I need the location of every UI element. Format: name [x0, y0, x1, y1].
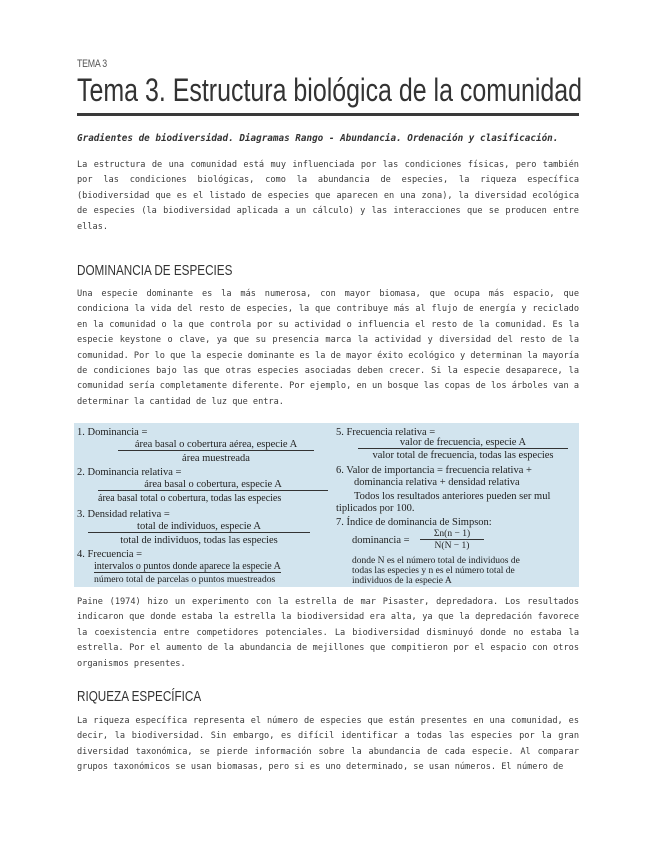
title-divider: [77, 113, 579, 116]
formula-1-name: 1. Dominancia =: [77, 427, 148, 438]
figure-note-line2: tiplicados por 100.: [336, 503, 415, 514]
formula-7-note1: donde N es el número total de individuos de: [352, 556, 520, 566]
formula-6-line1: 6. Valor de importancia = frecuencia relativa +: [336, 465, 532, 476]
page-title: Tema 3. Estructura biológica de la comunidad: [77, 72, 583, 108]
formula-2-denominator: área basal total o cobertura, todas las especies: [98, 493, 282, 504]
formulas-figure: [74, 423, 579, 587]
formula-4-name: 4. Frecuencia =: [77, 549, 143, 560]
heading-dominancia: DOMINANCIA DE ESPECIES: [77, 262, 233, 279]
formula-7-note3: individuos de la especie A: [352, 576, 452, 586]
formula-5-numerator: valor de frecuencia, especie A: [358, 437, 568, 449]
formula-4-denominator: número total de parcelas o puntos muestreados: [94, 574, 276, 585]
formula-7-denominator: N(N − 1): [434, 541, 470, 551]
intro-paragraph: La estructura de una comunidad está muy influenciada por las condiciones físicas, pero también por las condiciones biológicas, como la abundancia de especies, la riqueza específica (biodiversidad que es el listado de especies que aparecen en una zona), la diversidad ecológica de especies (la biodiversidad aplicada a un cálculo) y las interacciones que se producen entre ellas.: [77, 160, 579, 232]
formula-3-denominator: total de individuos, todas las especies: [120, 535, 278, 546]
formula-2-numerator: área basal o cobertura, especie A: [98, 479, 328, 491]
figure-note-line1: Todos los resultados anteriores pueden ser mul: [354, 491, 551, 502]
riqueza-paragraph: La riqueza específica representa el número de especies que están presentes en una comunidad, es decir, la biodiversidad. Sin embargo, es difícil identificar a todas las especies por la gran diversidad taxonómica, se pierde información sobre la abundancia de cada especie. Al comparar grupos taxonómicos se usan biomasas, pero si es uno determinado, se usan números. El número de: [77, 716, 579, 773]
formula-7-numerator: Σn(n − 1): [420, 529, 484, 540]
formula-7-name: 7. Índice de dominancia de Simpson:: [336, 517, 492, 528]
subtitle: Gradientes de biodiversidad. Diagramas Rango - Abundancia. Ordenación y clasificación.: [77, 133, 559, 144]
formula-3-numerator: total de individuos, especie A: [88, 521, 310, 533]
formula-2-name: 2. Dominancia relativa =: [77, 467, 182, 478]
dominancia-paragraph: Una especie dominante es la más numerosa, con mayor biomasa, que ocupa más espacio, que condiciona la vida del resto de especies, la que contribuye más al flujo de energía y reciclado en la comunidad o la que controla por su actividad o influencia el resto de la comunidad. Es la especie keystone o clave, ya que su presencia marca la actividad y diversidad del resto de la comunidad. Por lo que la especie dominante es la de mayor éxito ecológico y determinan la mayoría de condiciones bajo las que otras especies asociadas deben crecer. Si la especie desaparece, la comunidad sería completamente diferente. Por ejemplo, en un bosque las copas de los árboles van a determinar la cantidad de luz que entra.: [77, 289, 579, 407]
formula-7-label: dominancia =: [352, 535, 410, 546]
formula-5-denominator: valor total de frecuencia, todas las especies: [372, 450, 554, 461]
paine-paragraph: Paine (1974) hizo un experimento con la estrella de mar Pisaster, depredadora. Los resultados indicaron que donde estaba la estrella la biodiversidad era alta, ya que la depredación favorece la coexistencia entre competidores potenciales. La biodiversidad disminuyó donde no estaba la estrella. Por el aumento de la abundancia de mejillones que compitieron por el espacio con otros organismos presentes.: [77, 597, 579, 669]
formula-6-line2: dominancia relativa + densidad relativa: [354, 477, 520, 488]
formula-7-note2: todas las especies y n es el número total de: [352, 566, 515, 576]
heading-riqueza: RIQUEZA ESPECÍFICA: [77, 688, 202, 705]
formula-1-denominator: área muestreada: [182, 453, 250, 464]
formula-1-numerator: área basal o cobertura aérea, especie A: [118, 439, 314, 451]
formula-3-name: 3. Densidad relativa =: [77, 509, 170, 520]
tema-label: TEMA 3: [77, 58, 107, 70]
formula-4-numerator: intervalos o puntos donde aparece la especie A: [94, 561, 281, 572]
formula-5-name: 5. Frecuencia relativa =: [336, 427, 436, 438]
